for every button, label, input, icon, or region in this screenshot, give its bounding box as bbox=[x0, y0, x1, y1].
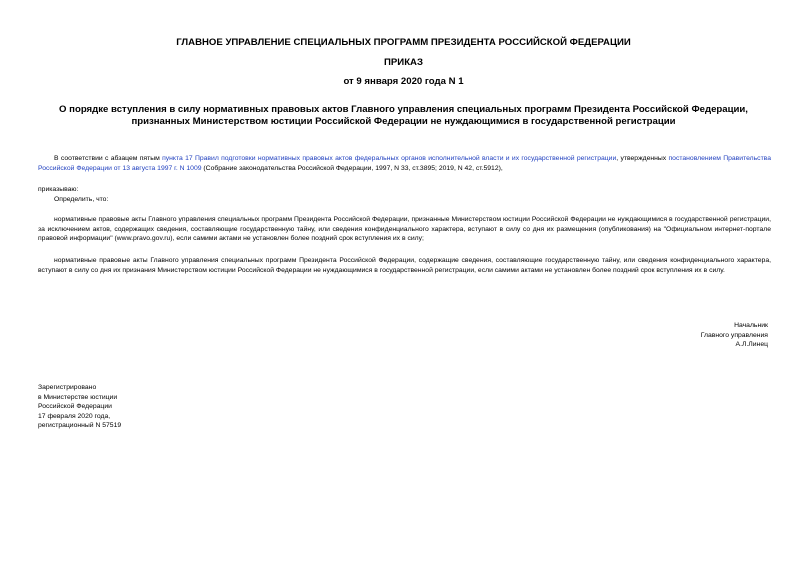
rules-link[interactable]: пункта 17 Правил подготовки нормативных правовых актов федеральных органов исполнительной власти и их государственной регистрации bbox=[162, 155, 617, 162]
registration-line-2: в Министерстве юстиции bbox=[38, 393, 118, 401]
order-word: приказываю: bbox=[38, 186, 79, 193]
signature-department: Главного управления bbox=[700, 331, 768, 339]
signature-position: Начальник bbox=[734, 322, 768, 329]
issuing-agency: ГЛАВНОЕ УПРАВЛЕНИЕ СПЕЦИАЛЬНЫХ ПРОГРАММ ПРЕЗИДЕНТА РОССИЙСКОЙ ФЕДЕРАЦИИ bbox=[176, 37, 631, 48]
document-title: О порядке вступления в силу нормативных правовых актов Главного управления специальных программ Президента Российской Федерации, признанных Министерством юстиции Российской Федерации не нуждающимися в государственной регистрации bbox=[59, 104, 748, 127]
document-date-number: от 9 января 2020 года N 1 bbox=[343, 76, 464, 87]
signature-block bbox=[701, 321, 768, 350]
preamble-mid: , утвержденных bbox=[616, 155, 669, 162]
signature-name: А.Л.Линец bbox=[735, 341, 768, 349]
document-type: ПРИКАЗ bbox=[384, 57, 423, 68]
resolution-link[interactable]: постановлением Правительства Российской Федерации от 13 августа 1997 г. N 1009 bbox=[38, 155, 771, 172]
preamble-suffix: (Собрание законодательства Российской Федерации, 1997, N 33, ст.3895; 2019, N 42, ст.5912), bbox=[201, 164, 503, 172]
registration-block bbox=[38, 383, 121, 431]
clause-first-paragraph: нормативные правовые акты Главного управления специальных программ Президента Российской Федерации, признанные Министерством юстиции Российской Федерации не нуждающимися в государственной регистрации, за исключением актов, содержащих сведения, составляющие государственную тайну, или сведения конфиденциального характера, вступают в силу со дня их размещения (опубликования) на "Официальном интернет-портале правовой информации" (www.pravo.gov.ru), если самими актами не установлен более поздний срок вступления их в силу; bbox=[38, 216, 771, 243]
registration-line-3: Российской Федерации bbox=[38, 403, 112, 411]
registration-line-1: Зарегистрировано bbox=[38, 384, 97, 391]
registration-date: 17 февраля 2020 года, bbox=[38, 412, 111, 420]
preamble-prefix: В соответствии с абзацем пятым bbox=[54, 155, 163, 162]
preamble-paragraph bbox=[38, 154, 771, 173]
registration-number: регистрационный N 57519 bbox=[38, 422, 122, 430]
clause-second-paragraph: нормативные правовые акты Главного управления специальных программ Президента Российской Федерации, содержащие сведения, составляющие государственную тайну, или сведения конфиденциального характера, вступают в силу со дня их признания Министерством юстиции Российской Федерации не нуждающимися в государственной регистрации, если самими актами не установлен более поздний срок вступления их в силу. bbox=[38, 257, 771, 274]
determine-paragraph: Определить, что: bbox=[54, 196, 109, 203]
